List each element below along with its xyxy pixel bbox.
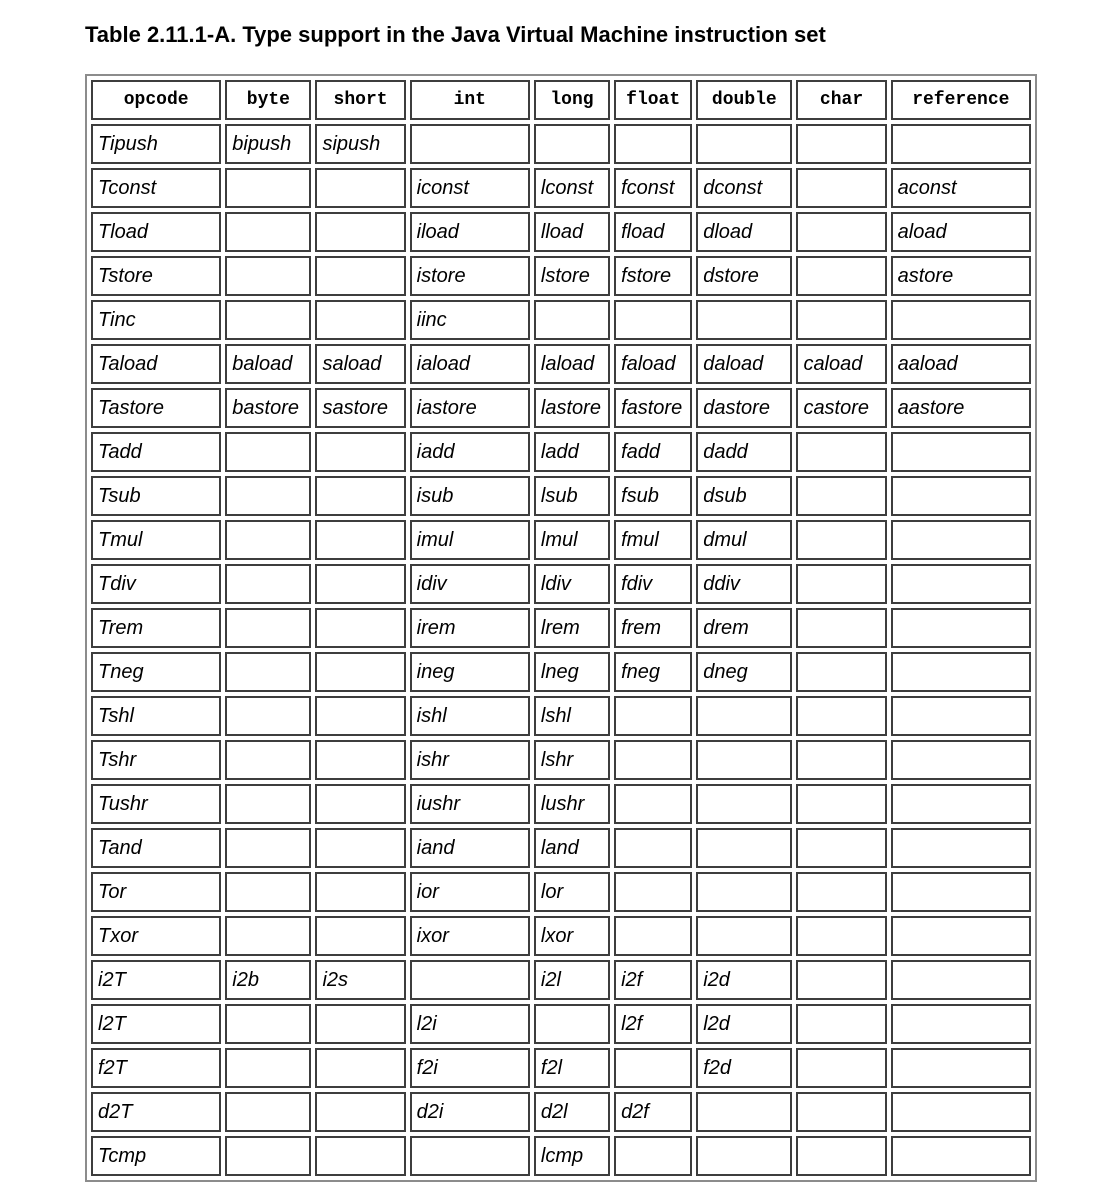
- table-row: [91, 652, 1031, 692]
- opcode-cell: l2T: [91, 1004, 221, 1044]
- instruction-cell: dadd: [696, 432, 792, 472]
- opcode-cell: d2T: [91, 1092, 221, 1132]
- instruction-cell: [315, 828, 405, 868]
- table-row: [91, 388, 1031, 428]
- opcode-cell: Tsub: [91, 476, 221, 516]
- column-header-int: int: [410, 80, 530, 120]
- instruction-cell: fsub: [614, 476, 692, 516]
- instruction-cell: lshr: [534, 740, 610, 780]
- table-row: [91, 784, 1031, 824]
- instruction-cell: fdiv: [614, 564, 692, 604]
- opcode-cell: Tadd: [91, 432, 221, 472]
- opcode-cell: Tcmp: [91, 1136, 221, 1176]
- instruction-cell: [614, 1048, 692, 1088]
- table-row: [91, 1004, 1031, 1044]
- instruction-cell: [410, 960, 530, 1000]
- instruction-cell: f2i: [410, 1048, 530, 1088]
- instruction-cell: iadd: [410, 432, 530, 472]
- instruction-cell: i2s: [315, 960, 405, 1000]
- instruction-cell: faload: [614, 344, 692, 384]
- instruction-cell: lastore: [534, 388, 610, 428]
- instruction-cell: dconst: [696, 168, 792, 208]
- column-header-reference: reference: [891, 80, 1031, 120]
- instruction-cell: [696, 696, 792, 736]
- instruction-cell: [796, 476, 886, 516]
- instruction-cell: idiv: [410, 564, 530, 604]
- instruction-cell: iload: [410, 212, 530, 252]
- instruction-cell: [315, 1136, 405, 1176]
- opcode-cell: Tneg: [91, 652, 221, 692]
- instruction-cell: fastore: [614, 388, 692, 428]
- instruction-cell: imul: [410, 520, 530, 560]
- instruction-cell: fload: [614, 212, 692, 252]
- instruction-cell: [315, 740, 405, 780]
- instruction-cell: [225, 212, 311, 252]
- instruction-cell: [315, 520, 405, 560]
- instruction-cell: lor: [534, 872, 610, 912]
- instruction-cell: [410, 124, 530, 164]
- instruction-cell: [891, 960, 1031, 1000]
- instruction-cell: [891, 652, 1031, 692]
- instruction-cell: i2b: [225, 960, 311, 1000]
- table-row: [91, 608, 1031, 648]
- table-row: [91, 124, 1031, 164]
- instruction-cell: dsub: [696, 476, 792, 516]
- instruction-cell: l2d: [696, 1004, 792, 1044]
- column-header-char: char: [796, 80, 886, 120]
- instruction-cell: [796, 828, 886, 868]
- instruction-cell: astore: [891, 256, 1031, 296]
- instruction-cell: [225, 652, 311, 692]
- opcode-cell: Tand: [91, 828, 221, 868]
- instruction-cell: daload: [696, 344, 792, 384]
- instruction-cell: iand: [410, 828, 530, 868]
- instruction-cell: [614, 872, 692, 912]
- instruction-cell: [796, 432, 886, 472]
- instruction-cell: [225, 1136, 311, 1176]
- instruction-cell: [225, 168, 311, 208]
- instruction-cell: [891, 828, 1031, 868]
- instruction-cell: [225, 784, 311, 824]
- instruction-cell: [891, 1004, 1031, 1044]
- instruction-cell: [225, 1092, 311, 1132]
- instruction-cell: sipush: [315, 124, 405, 164]
- instruction-cell: i2d: [696, 960, 792, 1000]
- column-header-opcode: opcode: [91, 80, 221, 120]
- instruction-cell: d2l: [534, 1092, 610, 1132]
- instruction-cell: ldiv: [534, 564, 610, 604]
- instruction-cell: [696, 1136, 792, 1176]
- instruction-cell: [225, 256, 311, 296]
- opcode-cell: Tipush: [91, 124, 221, 164]
- opcode-cell: Tstore: [91, 256, 221, 296]
- instruction-cell: [614, 740, 692, 780]
- table-row: [91, 1092, 1031, 1132]
- instruction-cell: ineg: [410, 652, 530, 692]
- instruction-cell: ishl: [410, 696, 530, 736]
- instruction-cell: lstore: [534, 256, 610, 296]
- instruction-cell: f2d: [696, 1048, 792, 1088]
- instruction-cell: [891, 564, 1031, 604]
- opcode-cell: Tshr: [91, 740, 221, 780]
- column-header-byte: byte: [225, 80, 311, 120]
- table-row: [91, 960, 1031, 1000]
- instruction-cell: [315, 300, 405, 340]
- instruction-cell: [315, 608, 405, 648]
- instruction-cell: ior: [410, 872, 530, 912]
- instruction-cell: [891, 740, 1031, 780]
- instruction-cell: [225, 696, 311, 736]
- table-row: [91, 256, 1031, 296]
- type-support-table: [85, 74, 1037, 1182]
- instruction-cell: ladd: [534, 432, 610, 472]
- instruction-cell: land: [534, 828, 610, 868]
- instruction-cell: [796, 960, 886, 1000]
- instruction-cell: [891, 1048, 1031, 1088]
- instruction-cell: lsub: [534, 476, 610, 516]
- opcode-cell: Tshl: [91, 696, 221, 736]
- instruction-cell: [315, 1048, 405, 1088]
- instruction-cell: [315, 432, 405, 472]
- table-row: [91, 432, 1031, 472]
- instruction-cell: i2l: [534, 960, 610, 1000]
- instruction-cell: [315, 652, 405, 692]
- instruction-cell: [315, 784, 405, 824]
- instruction-cell: bipush: [225, 124, 311, 164]
- instruction-cell: saload: [315, 344, 405, 384]
- column-header-long: long: [534, 80, 610, 120]
- instruction-cell: lushr: [534, 784, 610, 824]
- opcode-cell: Tdiv: [91, 564, 221, 604]
- instruction-cell: [225, 916, 311, 956]
- column-header-short: short: [315, 80, 405, 120]
- table-row: [91, 916, 1031, 956]
- instruction-cell: [225, 564, 311, 604]
- instruction-cell: [796, 916, 886, 956]
- instruction-cell: dastore: [696, 388, 792, 428]
- instruction-cell: lmul: [534, 520, 610, 560]
- instruction-cell: dload: [696, 212, 792, 252]
- instruction-cell: [796, 1092, 886, 1132]
- instruction-cell: f2l: [534, 1048, 610, 1088]
- instruction-cell: ixor: [410, 916, 530, 956]
- instruction-cell: lcmp: [534, 1136, 610, 1176]
- instruction-cell: [891, 696, 1031, 736]
- table-row: [91, 872, 1031, 912]
- instruction-cell: bastore: [225, 388, 311, 428]
- instruction-cell: [891, 608, 1031, 648]
- instruction-cell: iastore: [410, 388, 530, 428]
- instruction-cell: [696, 300, 792, 340]
- instruction-cell: iconst: [410, 168, 530, 208]
- instruction-cell: [796, 168, 886, 208]
- opcode-cell: Txor: [91, 916, 221, 956]
- instruction-cell: [796, 784, 886, 824]
- instruction-cell: fmul: [614, 520, 692, 560]
- instruction-cell: [796, 1048, 886, 1088]
- instruction-cell: [796, 872, 886, 912]
- table-row: [91, 1136, 1031, 1176]
- instruction-cell: aaload: [891, 344, 1031, 384]
- instruction-cell: [696, 872, 792, 912]
- instruction-cell: [796, 696, 886, 736]
- instruction-cell: fadd: [614, 432, 692, 472]
- table-header-row: [91, 80, 1031, 120]
- instruction-cell: [891, 1092, 1031, 1132]
- table-row: [91, 300, 1031, 340]
- instruction-cell: [796, 300, 886, 340]
- instruction-cell: [696, 1092, 792, 1132]
- instruction-cell: sastore: [315, 388, 405, 428]
- instruction-cell: [796, 212, 886, 252]
- instruction-cell: [696, 124, 792, 164]
- instruction-cell: [315, 564, 405, 604]
- instruction-cell: caload: [796, 344, 886, 384]
- table-row: [91, 476, 1031, 516]
- instruction-cell: [315, 872, 405, 912]
- opcode-cell: Taload: [91, 344, 221, 384]
- instruction-cell: ishr: [410, 740, 530, 780]
- instruction-cell: [696, 784, 792, 824]
- instruction-cell: castore: [796, 388, 886, 428]
- instruction-cell: [796, 652, 886, 692]
- instruction-cell: [891, 1136, 1031, 1176]
- instruction-cell: [796, 124, 886, 164]
- instruction-cell: aload: [891, 212, 1031, 252]
- table-row: [91, 696, 1031, 736]
- instruction-cell: baload: [225, 344, 311, 384]
- instruction-cell: [225, 1048, 311, 1088]
- instruction-cell: [225, 476, 311, 516]
- instruction-cell: [315, 212, 405, 252]
- table-row: [91, 828, 1031, 868]
- instruction-cell: [315, 916, 405, 956]
- instruction-cell: [315, 168, 405, 208]
- instruction-cell: [225, 608, 311, 648]
- table-row: [91, 212, 1031, 252]
- table-row: [91, 740, 1031, 780]
- instruction-cell: [891, 520, 1031, 560]
- instruction-cell: [891, 124, 1031, 164]
- table-row: [91, 520, 1031, 560]
- instruction-cell: [614, 300, 692, 340]
- instruction-cell: [225, 740, 311, 780]
- instruction-cell: [410, 1136, 530, 1176]
- instruction-cell: [891, 872, 1031, 912]
- table-row: [91, 1048, 1031, 1088]
- instruction-cell: d2i: [410, 1092, 530, 1132]
- instruction-cell: d2f: [614, 1092, 692, 1132]
- table-row: [91, 344, 1031, 384]
- instruction-cell: [796, 520, 886, 560]
- instruction-cell: iaload: [410, 344, 530, 384]
- instruction-cell: isub: [410, 476, 530, 516]
- instruction-cell: [796, 740, 886, 780]
- instruction-cell: [614, 828, 692, 868]
- instruction-cell: lshl: [534, 696, 610, 736]
- instruction-cell: lconst: [534, 168, 610, 208]
- opcode-cell: Tmul: [91, 520, 221, 560]
- instruction-cell: lload: [534, 212, 610, 252]
- opcode-cell: Tushr: [91, 784, 221, 824]
- instruction-cell: [315, 1092, 405, 1132]
- instruction-cell: [614, 124, 692, 164]
- instruction-cell: [225, 828, 311, 868]
- instruction-cell: [614, 696, 692, 736]
- instruction-cell: l2i: [410, 1004, 530, 1044]
- instruction-cell: [225, 1004, 311, 1044]
- instruction-cell: [534, 124, 610, 164]
- instruction-cell: ddiv: [696, 564, 792, 604]
- instruction-cell: [891, 784, 1031, 824]
- instruction-cell: lneg: [534, 652, 610, 692]
- instruction-cell: [796, 564, 886, 604]
- instruction-cell: [891, 432, 1031, 472]
- table-row: [91, 564, 1031, 604]
- instruction-cell: l2f: [614, 1004, 692, 1044]
- instruction-cell: [315, 256, 405, 296]
- instruction-cell: [796, 1136, 886, 1176]
- instruction-cell: dneg: [696, 652, 792, 692]
- table-caption: Table 2.11.1-A. Type support in the Java Virtual Machine instruction set: [85, 22, 826, 47]
- instruction-cell: drem: [696, 608, 792, 648]
- instruction-cell: iushr: [410, 784, 530, 824]
- opcode-cell: Tastore: [91, 388, 221, 428]
- instruction-cell: [225, 872, 311, 912]
- instruction-cell: lrem: [534, 608, 610, 648]
- instruction-cell: [696, 916, 792, 956]
- table-row: [91, 168, 1031, 208]
- instruction-cell: [614, 916, 692, 956]
- instruction-cell: [315, 1004, 405, 1044]
- column-header-float: float: [614, 80, 692, 120]
- instruction-cell: aconst: [891, 168, 1031, 208]
- instruction-cell: istore: [410, 256, 530, 296]
- instruction-cell: aastore: [891, 388, 1031, 428]
- opcode-cell: f2T: [91, 1048, 221, 1088]
- instruction-cell: [534, 300, 610, 340]
- instruction-cell: lxor: [534, 916, 610, 956]
- instruction-cell: [225, 432, 311, 472]
- instruction-cell: [614, 1136, 692, 1176]
- instruction-cell: dstore: [696, 256, 792, 296]
- instruction-cell: [225, 520, 311, 560]
- instruction-cell: [534, 1004, 610, 1044]
- instruction-cell: fneg: [614, 652, 692, 692]
- column-header-double: double: [696, 80, 792, 120]
- instruction-cell: [225, 300, 311, 340]
- instruction-cell: [796, 608, 886, 648]
- instruction-cell: [315, 476, 405, 516]
- instruction-cell: dmul: [696, 520, 792, 560]
- instruction-cell: [796, 256, 886, 296]
- instruction-cell: [614, 784, 692, 824]
- instruction-cell: i2f: [614, 960, 692, 1000]
- instruction-cell: frem: [614, 608, 692, 648]
- instruction-cell: fconst: [614, 168, 692, 208]
- instruction-cell: [796, 1004, 886, 1044]
- instruction-cell: laload: [534, 344, 610, 384]
- opcode-cell: i2T: [91, 960, 221, 1000]
- instruction-cell: [315, 696, 405, 736]
- opcode-cell: Tload: [91, 212, 221, 252]
- table-body: [91, 124, 1031, 1176]
- opcode-cell: Tor: [91, 872, 221, 912]
- instruction-cell: [696, 828, 792, 868]
- opcode-cell: Tconst: [91, 168, 221, 208]
- instruction-cell: iinc: [410, 300, 530, 340]
- opcode-cell: Trem: [91, 608, 221, 648]
- instruction-cell: [891, 916, 1031, 956]
- instruction-cell: [891, 476, 1031, 516]
- instruction-cell: irem: [410, 608, 530, 648]
- instruction-cell: fstore: [614, 256, 692, 296]
- instruction-cell: [891, 300, 1031, 340]
- instruction-cell: [696, 740, 792, 780]
- opcode-cell: Tinc: [91, 300, 221, 340]
